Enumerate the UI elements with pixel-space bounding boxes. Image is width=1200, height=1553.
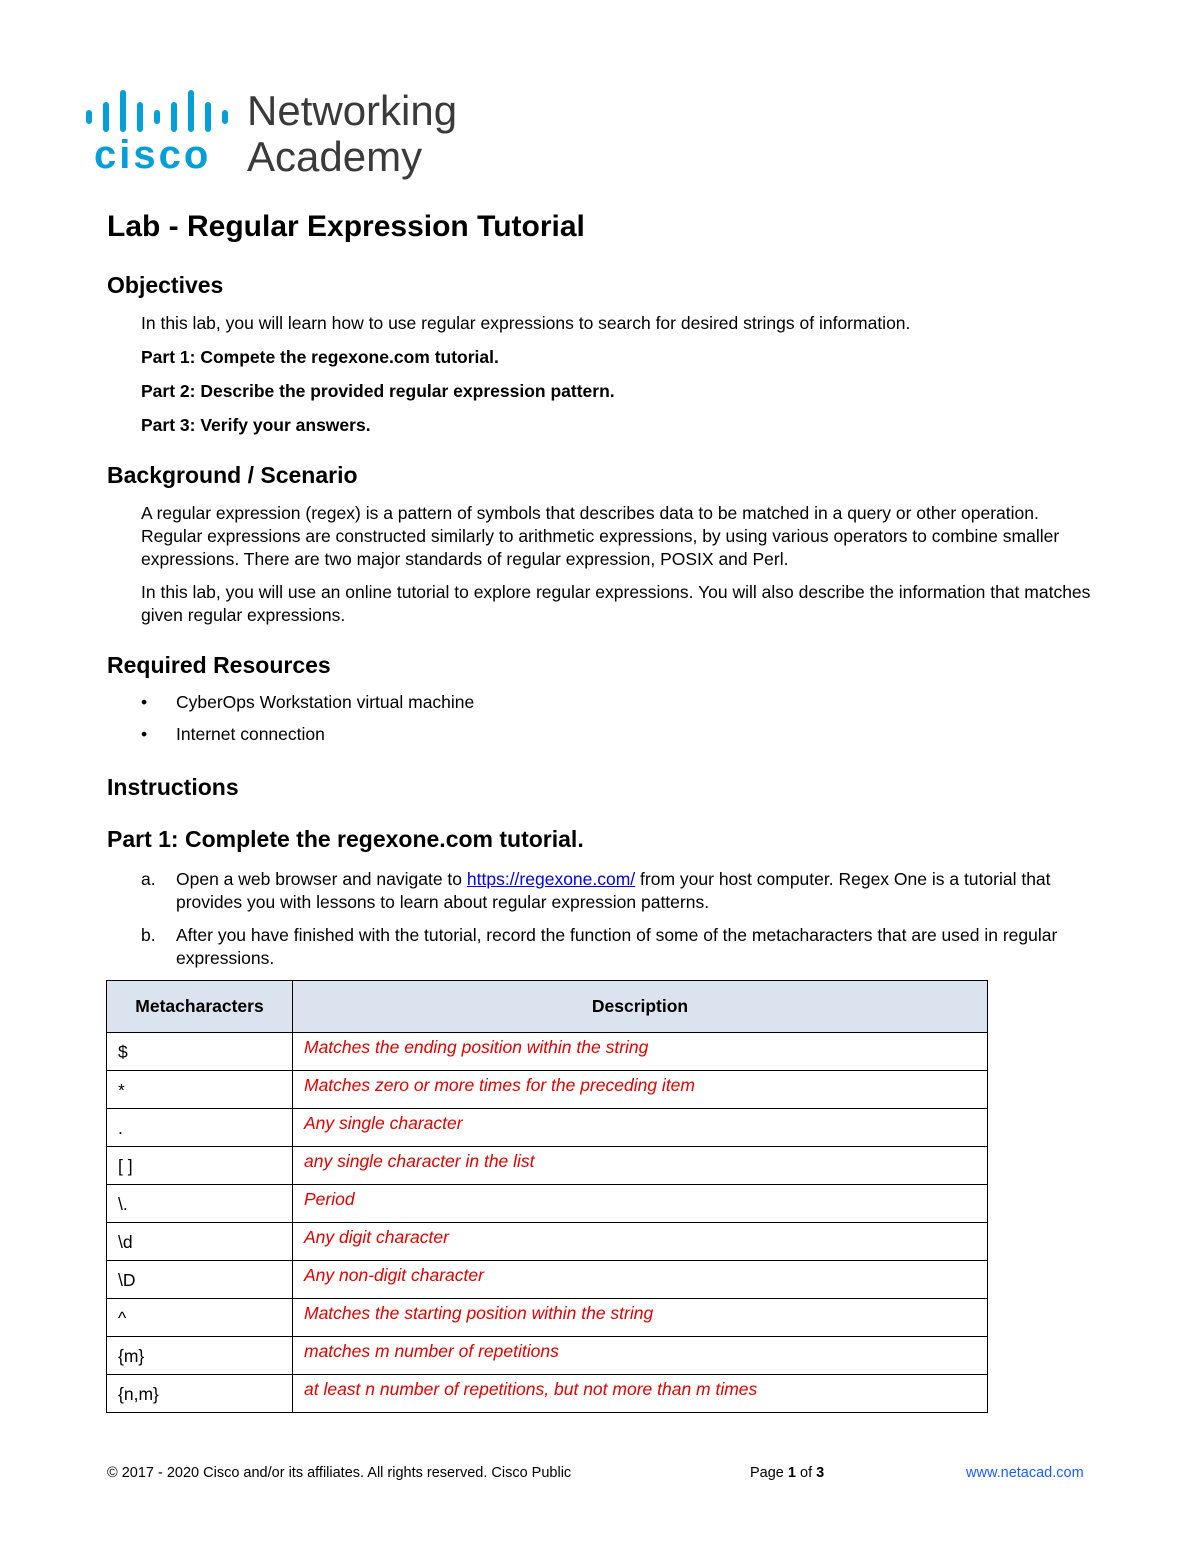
- description-cell: Period: [293, 1185, 988, 1223]
- page-current: 1: [787, 1465, 796, 1481]
- table-row: [107, 1185, 988, 1223]
- description-cell: Any non-digit character: [293, 1261, 988, 1299]
- part-1-heading: Part 1: Complete the regexone.com tutorial.: [107, 826, 584, 852]
- page-prefix: Page: [750, 1465, 788, 1481]
- metacharacter-cell: [ ]: [107, 1147, 293, 1185]
- description-cell: Matches zero or more times for the preceding item: [293, 1071, 988, 1109]
- metacharacter-cell: *: [107, 1071, 293, 1109]
- description-cell: matches m number of repetitions: [293, 1337, 988, 1375]
- table-row: [107, 1071, 988, 1109]
- objectives-intro: In this lab, you will learn how to use regular expressions to search for desired strings of information.: [141, 313, 911, 333]
- description-cell: Matches the starting position within the string: [293, 1299, 988, 1337]
- metacharacter-cell: \d: [107, 1223, 293, 1261]
- resources-heading: Required Resources: [107, 652, 331, 678]
- step-a-text: [176, 868, 1096, 914]
- metacharacter-cell: \.: [107, 1185, 293, 1223]
- regexone-link[interactable]: https://regexone.com/: [466, 869, 636, 889]
- description-cell: Matches the ending position within the string: [293, 1033, 988, 1071]
- page-of: of: [795, 1465, 817, 1481]
- logo-academy-text: Academy: [247, 133, 423, 180]
- page-title: Lab - Regular Expression Tutorial: [107, 210, 585, 243]
- cisco-networking-academy-logo: [84, 88, 484, 188]
- description-cell: Any single character: [293, 1109, 988, 1147]
- table-row: [107, 1375, 988, 1413]
- description-cell: Any digit character: [293, 1223, 988, 1261]
- table-row: [107, 1147, 988, 1185]
- footer-copyright: © 2017 - 2020 Cisco and/or its affiliates. All rights reserved. Cisco Public: [107, 1465, 572, 1481]
- table-row: [107, 1337, 988, 1375]
- page-total: 3: [816, 1465, 825, 1481]
- background-paragraph-2: In this lab, you will use an online tutorial to explore regular expressions. You will also describe the information that matches given regular expressions.: [141, 582, 1091, 625]
- metacharacter-cell: {m}: [107, 1337, 293, 1375]
- step-b-text: After you have finished with the tutorial, record the function of some of the metacharacters that are used in regular expressions.: [176, 925, 1058, 968]
- table-row: [107, 1033, 988, 1071]
- metacharacter-cell: ^: [107, 1299, 293, 1337]
- table-row: [107, 1299, 988, 1337]
- objective-part-1: Part 1: Compete the regexone.com tutorial.: [141, 347, 499, 367]
- metacharacter-cell: {n,m}: [107, 1375, 293, 1413]
- bullet-icon: •: [141, 692, 148, 712]
- objective-part-3: Part 3: Verify your answers.: [141, 415, 371, 435]
- instructions-heading: Instructions: [107, 774, 239, 800]
- table-row: [107, 1261, 988, 1299]
- bullet-icon: •: [141, 724, 148, 744]
- metacharacter-cell: $: [107, 1033, 293, 1071]
- column-header-description: Description: [293, 981, 988, 1033]
- description-cell: any single character in the list: [293, 1147, 988, 1185]
- metacharacter-cell: .: [107, 1109, 293, 1147]
- description-cell: at least n number of repetitions, but not more than m times: [293, 1375, 988, 1413]
- cisco-wordmark: cisco: [94, 133, 212, 177]
- metacharacters-table: [106, 980, 988, 1413]
- step-a-label: a.: [141, 869, 156, 889]
- step-a-text-before: Open a web browser and navigate to: [176, 869, 467, 889]
- cisco-bars-icon: [84, 88, 244, 188]
- table-row: [107, 1109, 988, 1147]
- logo-networking-text: Networking: [247, 87, 458, 134]
- resource-item-label: Internet connection: [176, 724, 325, 744]
- step-a-text-after: from your host computer. Regex One is a tutorial that provides you with lessons to learn about regular expression patterns.: [176, 869, 1051, 912]
- objectives-heading: Objectives: [107, 272, 224, 298]
- background-heading: Background / Scenario: [107, 462, 358, 488]
- background-paragraph-1: A regular expression (regex) is a pattern of symbols that describes data to be matched in a query or other operation. Regular expressions are constructed similarly to arithmetic expressions, by using various operators to combine smaller expressions. There are two major standards of regular expression, POSIX and Perl.: [141, 503, 1060, 569]
- objective-part-2: Part 2: Describe the provided regular expression pattern.: [141, 381, 615, 401]
- footer-page-number: [750, 1465, 824, 1481]
- resource-item-label: CyberOps Workstation virtual machine: [176, 692, 475, 712]
- column-header-metacharacters: Metacharacters: [107, 981, 293, 1033]
- footer-site-link[interactable]: www.netacad.com: [966, 1465, 1084, 1481]
- table-row: [107, 1223, 988, 1261]
- table-header-row: [107, 981, 988, 1033]
- metacharacter-cell: \D: [107, 1261, 293, 1299]
- step-b-label: b.: [141, 925, 156, 945]
